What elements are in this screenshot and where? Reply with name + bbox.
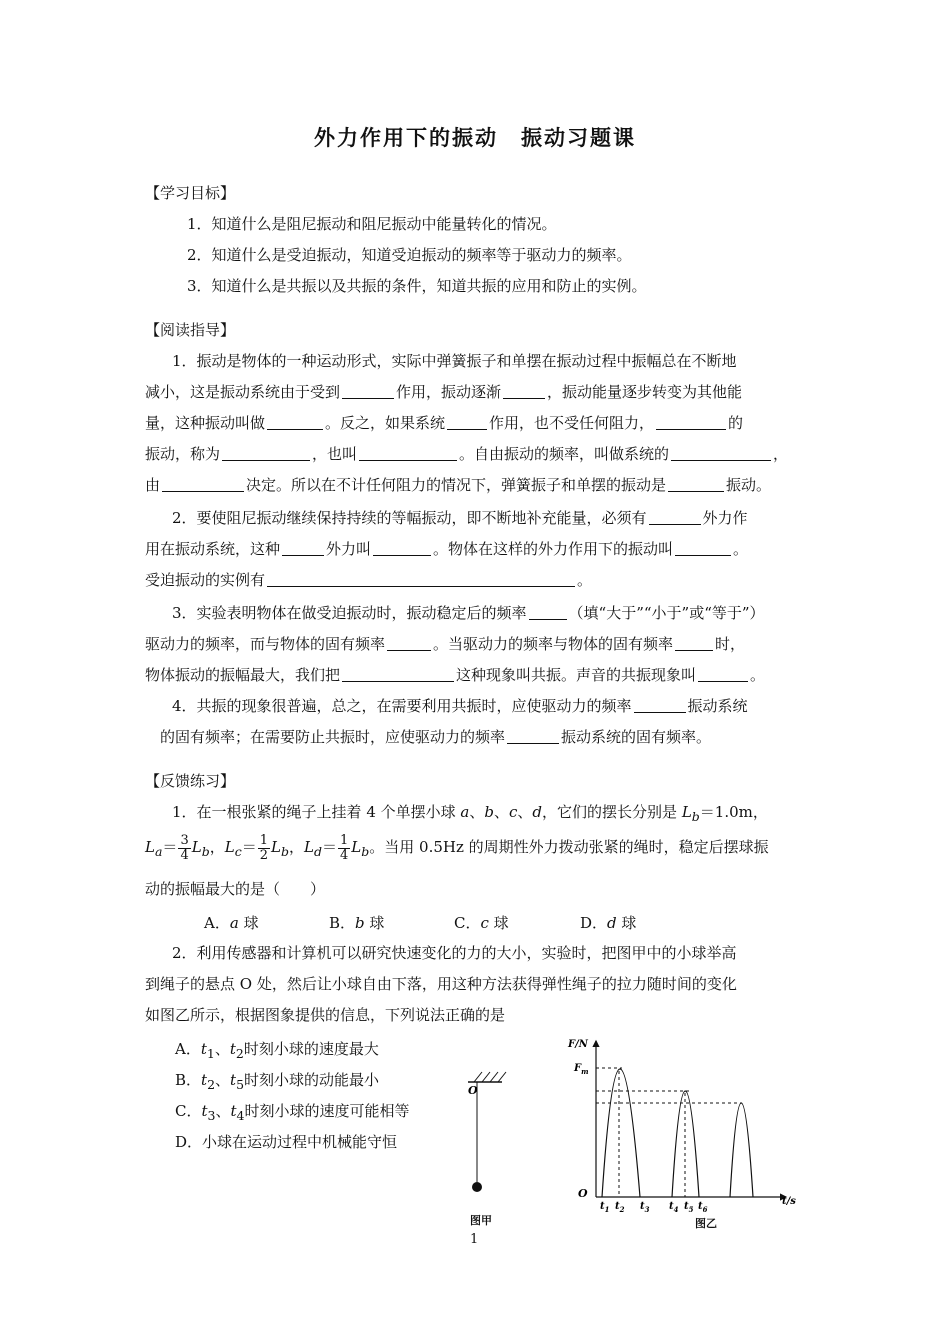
reading-p4-line: 的固有频率；在需要防止共振时，应使驱动力的频率 振动系统的固有频率。 [160, 728, 712, 746]
reading-p4-line: 4．共振的现象很普遍，总之，在需要利用共振时，应使驱动力的频率 振动系统 [172, 697, 748, 715]
pulse-1 [602, 1069, 640, 1197]
choice-a[interactable]: A．a 球 [204, 914, 259, 932]
fill-blank[interactable] [668, 476, 724, 492]
fm-label: $F_m$ [574, 1063, 589, 1076]
fill-blank[interactable] [649, 509, 701, 525]
fill-blank[interactable] [282, 540, 324, 556]
question-1-line: 动的振幅最大的是（ ） [145, 880, 326, 898]
goals-heading: 【学习目标】 [145, 184, 236, 202]
choice-c[interactable]: C．c 球 [454, 914, 509, 932]
reading-p2-line: 受迫振动的实例有 。 [145, 571, 593, 589]
figure-yi-graph [560, 1033, 810, 1213]
t3-label: $t_3$ [640, 1201, 650, 1213]
question-2-line: 到绳子的悬点 O 处，然后让小球自由下落，用这种方法获得弹性绳子的拉力随时间的变化 [145, 975, 737, 993]
question-2-line: 2．利用传感器和计算机可以研究快速变化的力的大小，实验时，把图甲中的小球举高 [172, 944, 737, 962]
fraction-1-2: $\frac{1}{2}$ [259, 832, 268, 863]
fill-blank[interactable] [359, 445, 457, 461]
fill-blank[interactable] [342, 383, 394, 399]
fill-blank[interactable] [675, 635, 713, 651]
fill-blank[interactable] [373, 540, 431, 556]
reading-p1-line: 1．振动是物体的一种运动形式，实际中弹簧振子和单摆在振动过程中振幅总在不断地 [172, 352, 737, 370]
t1-label: $t_1$ [600, 1201, 610, 1213]
reading-p2-line: 2．要使阻尼振动继续保持持续的等幅振动，即不断地补充能量，必须有 外力作 [172, 509, 748, 527]
fill-blank[interactable] [267, 571, 575, 587]
option-a[interactable]: A．$t_1$、$t_2$时刻小球的速度最大 [175, 1040, 379, 1061]
fill-blank[interactable] [656, 414, 726, 430]
goal-item: 2．知道什么是受迫振动，知道受迫振动的频率等于驱动力的频率。 [187, 246, 632, 264]
fill-blank[interactable] [447, 414, 487, 430]
reading-p1-line: 振动，称为 ，也叫 。自由振动的频率，叫做系统的 ， [145, 445, 789, 463]
pulse-3 [730, 1103, 753, 1197]
t6-label: $t_6$ [698, 1201, 708, 1213]
reading-p3-line: 驱动力的频率，而与物体的固有频率 。当驱动力的频率与物体的固有频率 时， [145, 635, 746, 653]
pivot-label-o: O [468, 1084, 478, 1097]
fill-blank[interactable] [507, 728, 559, 744]
reading-p1-line: 量，这种振动叫做 。反之，如果系统 作用，也不受任何阻力， 的 [145, 414, 744, 432]
question-1-line: 1．在一根张紧的绳子上挂着 4 个单摆小球 a、b、c、d，它们的摆长分别是 $L_b=1.0m$， [172, 803, 768, 824]
origin-label: O [578, 1187, 588, 1200]
practice-heading: 【反馈练习】 [145, 772, 236, 790]
fill-blank[interactable] [387, 635, 431, 651]
t5-label: $t_5$ [684, 1201, 694, 1213]
question-1-line: $L_a=$ $\frac{3}{4}$ $L_b$，$L_c=$ $\frac{1}{2}$ $L_b$，$L_d=$ $\frac{1}{4}$ $L_b$。当用 0.5Hz 的周期性外力拨动张紧的绳时，稳定后摆球振 [145, 832, 769, 863]
fill-blank[interactable] [503, 383, 545, 399]
page-title: 外力作用下的振动 振动习题课 [314, 126, 636, 150]
figure-jia-pendulum [460, 1058, 530, 1208]
fill-blank[interactable] [342, 666, 454, 682]
goal-item: 1．知道什么是阻尼振动和阻尼振动中能量转化的情况。 [187, 215, 557, 233]
option-d[interactable]: D．小球在运动过程中机械能守恒 [175, 1133, 398, 1151]
fill-blank[interactable] [675, 540, 731, 556]
fill-blank[interactable] [698, 666, 748, 682]
reading-p2-line: 用在振动系统，这种 外力叫 。物体在这样的外力作用下的振动叫 。 [145, 540, 749, 558]
reading-p3-line: 物体振动的振幅最大，我们把 这种现象叫共振。声音的共振现象叫 。 [145, 666, 766, 684]
t2-label: $t_2$ [615, 1201, 625, 1213]
question-2-line: 如图乙所示，根据图象提供的信息，下列说法正确的是 [145, 1006, 506, 1024]
page-number: 1 [470, 1232, 479, 1247]
y-axis-label: F/N [568, 1039, 588, 1050]
t4-label: $t_4$ [669, 1201, 679, 1213]
reading-p3-line: 3．实验表明物体在做受迫振动时，振动稳定后的频率 （填“大于”“小于”或“等于”） [172, 604, 765, 622]
figure-jia-caption: 图甲 [470, 1214, 492, 1227]
reading-p1-line: 减小，这是振动系统由于受到 作用，振动逐渐 ，振动能量逐步转变为其他能 [145, 383, 743, 401]
fraction-3-4: $\frac{3}{4}$ [180, 832, 189, 863]
fill-blank[interactable] [671, 445, 771, 461]
fill-blank[interactable] [222, 445, 310, 461]
goal-item: 3．知道什么是共振以及共振的条件，知道共振的应用和防止的实例。 [187, 277, 647, 295]
fill-blank[interactable] [162, 476, 244, 492]
fraction-1-4: $\frac{1}{4}$ [340, 832, 349, 863]
choice-b[interactable]: B．b 球 [329, 914, 385, 932]
fill-blank[interactable] [634, 697, 686, 713]
ball [472, 1182, 482, 1192]
fill-blank[interactable] [267, 414, 323, 430]
fill-blank[interactable] [529, 604, 567, 620]
reading-p1-line: 由 决定。所以在不计任何阻力的情况下，弹簧振子和单摆的振动是 振动。 [145, 476, 772, 494]
choice-d[interactable]: D．d 球 [580, 914, 637, 932]
option-b[interactable]: B．$t_2$、$t_5$时刻小球的动能最小 [175, 1071, 380, 1092]
option-c[interactable]: C．$t_3$、$t_4$时刻小球的速度可能相等 [175, 1102, 410, 1123]
x-axis-label: t/s [782, 1196, 796, 1207]
figure-yi-caption: 图乙 [695, 1217, 717, 1230]
reading-heading: 【阅读指导】 [145, 321, 236, 339]
